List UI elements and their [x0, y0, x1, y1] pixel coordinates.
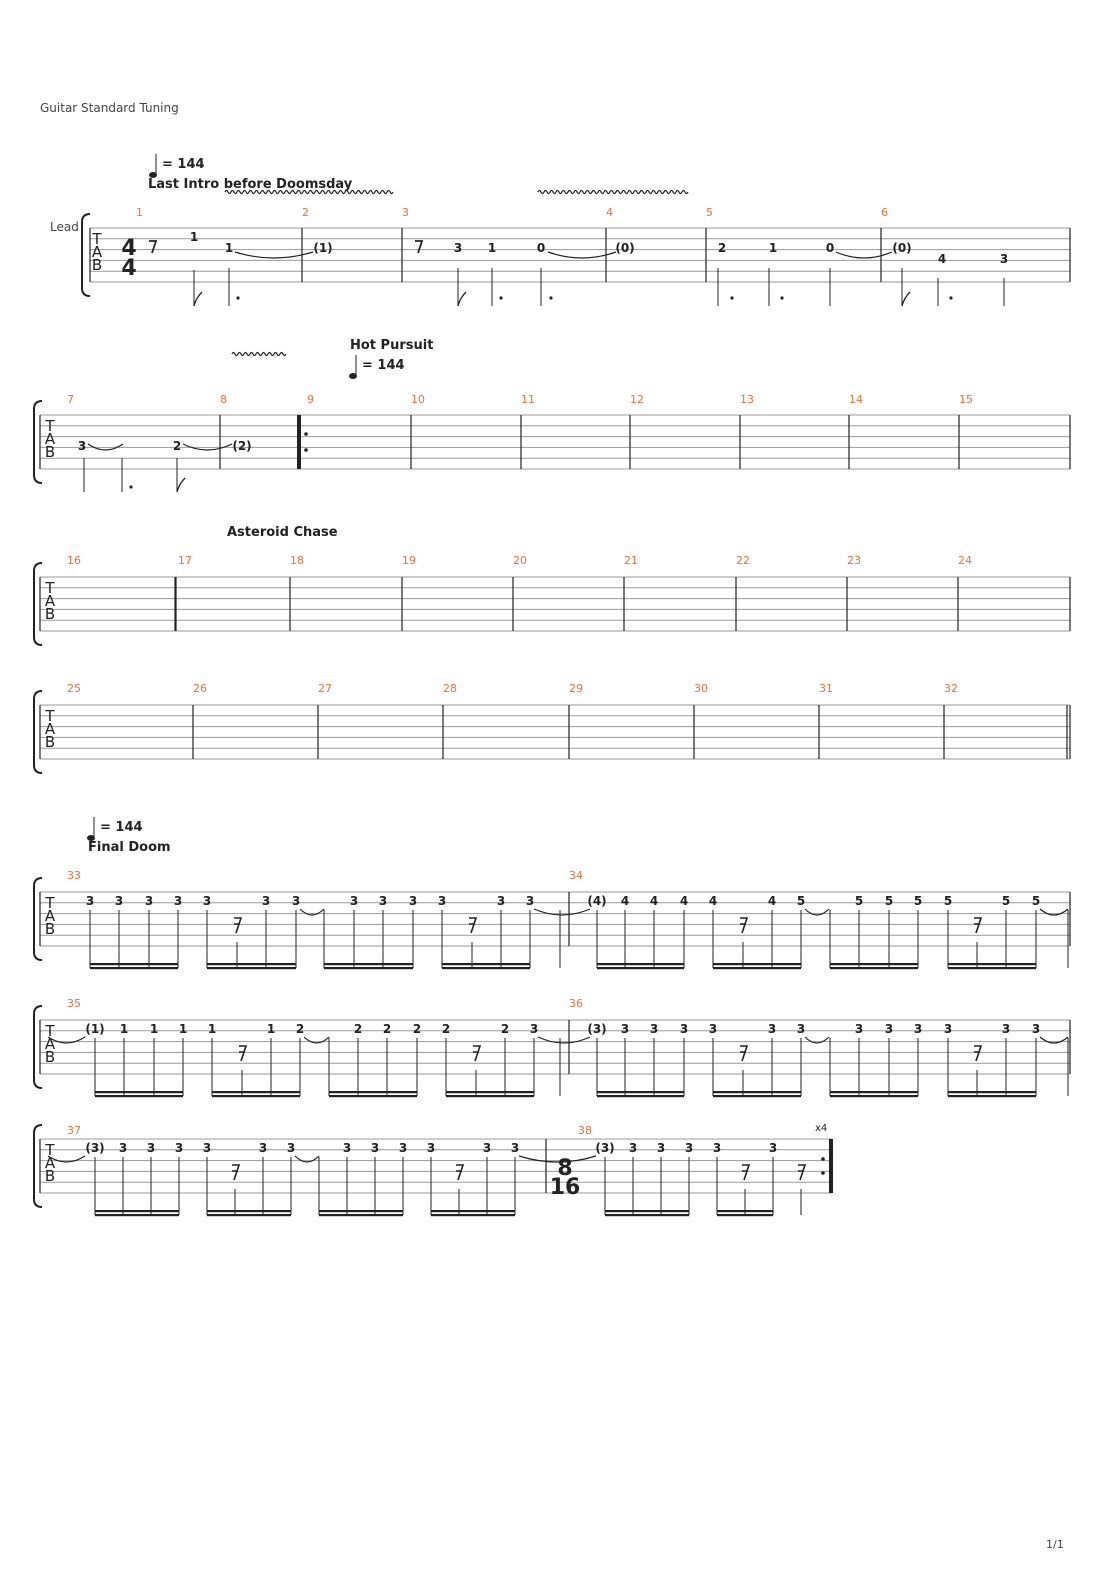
fret-number: 3 — [1001, 1022, 1011, 1036]
fret-number: 3 — [146, 1141, 156, 1155]
measure-number: 27 — [318, 682, 332, 695]
measure-number: 20 — [513, 554, 527, 567]
note-beam — [713, 963, 801, 965]
measure-number: 32 — [944, 682, 958, 695]
time-signature-bottom: 4 — [121, 256, 137, 281]
fret-number: 1 — [224, 241, 234, 255]
fret-number: 3 — [173, 894, 183, 908]
fret-number: 3 — [884, 1022, 894, 1036]
measure-number: 24 — [958, 554, 972, 567]
tied-fret-number: (0) — [615, 241, 635, 255]
fret-number: 4 — [620, 894, 630, 908]
tie-arc — [235, 252, 313, 258]
fret-number: 3 — [854, 1022, 864, 1036]
note-beam — [713, 1095, 801, 1097]
repeat-start-bar — [297, 415, 301, 469]
tied-fret-number: (2) — [232, 439, 252, 453]
fret-number: 3 — [114, 894, 124, 908]
note-beam — [207, 1210, 291, 1212]
measure-number: 14 — [849, 393, 863, 406]
fret-number: 3 — [342, 1141, 352, 1155]
measure-number: 16 — [67, 554, 81, 567]
eighth-rest — [415, 241, 422, 253]
note-beam — [319, 1210, 403, 1212]
repeat-dot — [304, 448, 308, 452]
fret-number: 3 — [258, 1141, 268, 1155]
tab-clef-letter: T — [45, 707, 55, 725]
measure-number: 31 — [819, 682, 833, 695]
tab-clef-letter: A — [44, 1035, 56, 1053]
staff-bracket — [34, 563, 42, 645]
measure-number: 3 — [402, 206, 409, 219]
measure-number: 6 — [881, 206, 888, 219]
note-beam — [605, 1214, 689, 1216]
fret-number: 3 — [712, 1141, 722, 1155]
measure-number: 17 — [178, 554, 192, 567]
measure-number: 12 — [630, 393, 644, 406]
measure-number: 15 — [959, 393, 973, 406]
tied-fret-number: (3) — [587, 1022, 607, 1036]
measure-number: 11 — [521, 393, 535, 406]
note-beam — [95, 1210, 179, 1212]
measure-number: 10 — [411, 393, 425, 406]
note-beam — [207, 963, 296, 965]
eighth-flag — [177, 478, 185, 492]
eighth-flag — [194, 292, 202, 306]
fret-number: 4 — [679, 894, 689, 908]
measure-number: 21 — [624, 554, 638, 567]
tempo-marking: = 144 — [100, 820, 143, 835]
fret-number: 3 — [398, 1141, 408, 1155]
tempo-marking: = 144 — [162, 157, 205, 172]
measure-number: 22 — [736, 554, 750, 567]
sixteenth-rest — [740, 1046, 747, 1061]
note-beam — [597, 967, 684, 969]
fret-number: 4 — [649, 894, 659, 908]
note-beam — [442, 963, 530, 965]
fret-number: 3 — [679, 1022, 689, 1036]
note-beam — [319, 1214, 403, 1216]
tab-clef-letter: T — [92, 230, 102, 248]
measure-number: 7 — [67, 393, 74, 406]
sixteenth-rest — [232, 1165, 239, 1180]
section-name: Asteroid Chase — [227, 525, 338, 540]
fret-number: 3 — [453, 241, 463, 255]
tab-clef-letter: B — [44, 920, 56, 938]
tab-clef-letter: B — [44, 443, 56, 461]
measure-number: 35 — [67, 997, 81, 1010]
eighth-flag — [458, 292, 466, 306]
note-beam — [597, 1095, 684, 1097]
note-beam — [207, 1214, 291, 1216]
measure-number: 26 — [193, 682, 207, 695]
sixteenth-rest — [239, 1046, 246, 1061]
fret-number: 3 — [144, 894, 154, 908]
fret-number: 1 — [266, 1022, 276, 1036]
tied-fret-number: (1) — [85, 1022, 105, 1036]
fret-number: 1 — [189, 230, 199, 244]
staff-bracket — [82, 214, 90, 296]
fret-number: 3 — [426, 1141, 436, 1155]
tempo-marking: = 144 — [362, 358, 405, 373]
tab-clef-letter: T — [45, 417, 55, 435]
tab-clef-letter: T — [45, 1141, 55, 1159]
eighth-flag — [902, 292, 910, 306]
note-beam — [605, 1210, 689, 1212]
fret-number: 3 — [913, 1022, 923, 1036]
sixteenth-rest — [974, 1046, 981, 1061]
fret-number: 3 — [768, 1141, 778, 1155]
repeat-dot — [821, 1157, 825, 1161]
eighth-rest — [149, 241, 156, 253]
fret-number: 3 — [85, 894, 95, 908]
vibrato-mark — [538, 191, 688, 194]
tab-clef-letter: A — [44, 720, 56, 738]
fret-number: 4 — [767, 894, 777, 908]
fret-number: 3 — [437, 894, 447, 908]
fret-number: 3 — [202, 894, 212, 908]
time-signature-top: 8 — [557, 1156, 573, 1181]
measure-number: 13 — [740, 393, 754, 406]
measure-number: 23 — [847, 554, 861, 567]
vibrato-mark — [232, 353, 286, 356]
staff-bracket — [34, 401, 42, 483]
sixteenth-rest — [234, 918, 241, 933]
fret-number: 2 — [500, 1022, 510, 1036]
measure-number: 19 — [402, 554, 416, 567]
repeat-count: x4 — [815, 1123, 828, 1134]
fret-number: 2 — [172, 439, 182, 453]
tab-clef-letter: B — [44, 1167, 56, 1185]
measure-number: 8 — [220, 393, 227, 406]
fret-number: 1 — [119, 1022, 129, 1036]
measure-number: 38 — [578, 1124, 592, 1137]
measure-number: 5 — [706, 206, 713, 219]
fret-number: 3 — [174, 1141, 184, 1155]
tied-fret-number: (1) — [313, 241, 333, 255]
sixteenth-rest — [473, 1046, 480, 1061]
fret-number: 0 — [825, 241, 835, 255]
measure-number: 2 — [302, 206, 309, 219]
repeat-end-bar — [829, 1139, 833, 1193]
note-beam — [713, 1091, 801, 1093]
fret-number: 3 — [943, 1022, 953, 1036]
note-beam — [324, 967, 413, 969]
fret-number: 3 — [529, 1022, 539, 1036]
note-beam — [95, 1095, 183, 1097]
fret-number: 3 — [408, 894, 418, 908]
fret-number: 3 — [291, 894, 301, 908]
page-number: 1/1 — [1046, 1538, 1064, 1551]
fret-number: 3 — [620, 1022, 630, 1036]
note-beam — [212, 1091, 300, 1093]
dotted-rhythm — [780, 296, 783, 299]
fret-number: 3 — [525, 894, 535, 908]
fret-number: 3 — [708, 1022, 718, 1036]
fret-number: 3 — [628, 1141, 638, 1155]
vibrato-mark — [225, 191, 393, 194]
fret-number: 2 — [295, 1022, 305, 1036]
fret-number: 1 — [207, 1022, 217, 1036]
fret-number: 1 — [487, 241, 497, 255]
fret-number: 3 — [656, 1141, 666, 1155]
staff-bracket — [34, 1006, 42, 1088]
fret-number: 3 — [510, 1141, 520, 1155]
note-beam — [948, 963, 1036, 965]
measure-number: 4 — [606, 206, 613, 219]
measure-number: 18 — [290, 554, 304, 567]
tied-fret-number: (0) — [892, 241, 912, 255]
tab-clef-letter: T — [45, 579, 55, 597]
fret-number: 5 — [1001, 894, 1011, 908]
dotted-rhythm — [549, 296, 552, 299]
tab-clef-letter: A — [44, 430, 56, 448]
tied-fret-number: (3) — [595, 1141, 615, 1155]
fret-number: 4 — [708, 894, 718, 908]
measure-number: 36 — [569, 997, 583, 1010]
sixteenth-rest — [740, 918, 747, 933]
section-name: Last Intro before Doomsday — [148, 177, 353, 192]
fret-number: 1 — [768, 241, 778, 255]
fret-number: 3 — [261, 894, 271, 908]
measure-number: 34 — [569, 869, 583, 882]
staff-bracket — [34, 1125, 42, 1207]
note-beam — [446, 1091, 534, 1093]
note-beam — [90, 967, 178, 969]
tab-clef-letter: B — [44, 733, 56, 751]
sixteenth-rest — [974, 918, 981, 933]
tab-clef-letter: A — [44, 1154, 56, 1172]
note-beam — [446, 1095, 534, 1097]
sixteenth-rest — [798, 1165, 805, 1180]
note-beam — [431, 1214, 515, 1216]
tab-clef-letter: B — [44, 1048, 56, 1066]
dotted-rhythm — [949, 296, 952, 299]
tab-clef-letter: T — [45, 1022, 55, 1040]
repeat-dot — [821, 1171, 825, 1175]
measure-number: 33 — [67, 869, 81, 882]
tab-clef-letter: B — [44, 605, 56, 623]
staff-bracket — [34, 878, 42, 960]
note-beam — [329, 1091, 417, 1093]
fret-number: 3 — [370, 1141, 380, 1155]
time-signature-bottom: 16 — [549, 1175, 581, 1200]
note-beam — [95, 1091, 183, 1093]
note-beam — [90, 963, 178, 965]
track-label: Lead — [50, 220, 79, 234]
measure-number: 30 — [694, 682, 708, 695]
measure-number: 37 — [67, 1124, 81, 1137]
note-beam — [95, 1214, 179, 1216]
fret-number: 5 — [854, 894, 864, 908]
fret-number: 2 — [353, 1022, 363, 1036]
note-beam — [597, 1091, 684, 1093]
note-beam — [212, 1095, 300, 1097]
fret-number: 1 — [178, 1022, 188, 1036]
fret-number: 5 — [884, 894, 894, 908]
section-name: Final Doom — [88, 840, 171, 855]
fret-number: 3 — [767, 1022, 777, 1036]
note-beam — [830, 1091, 918, 1093]
fret-number: 3 — [796, 1022, 806, 1036]
measure-number: 1 — [136, 206, 143, 219]
sixteenth-rest — [742, 1165, 749, 1180]
note-beam — [948, 1095, 1036, 1097]
tuning-label: Guitar Standard Tuning — [40, 101, 179, 115]
tie-arc — [836, 252, 892, 258]
fret-number: 3 — [202, 1141, 212, 1155]
note-beam — [713, 967, 801, 969]
fret-number: 5 — [913, 894, 923, 908]
note-beam — [329, 1095, 417, 1097]
dotted-rhythm — [236, 296, 239, 299]
measure-number: 9 — [307, 393, 314, 406]
fret-number: 3 — [378, 894, 388, 908]
section-name: Hot Pursuit — [350, 338, 434, 353]
tempo-note-head — [349, 373, 357, 379]
fret-number: 0 — [536, 241, 546, 255]
note-beam — [830, 967, 918, 969]
tab-clef-letter: A — [91, 243, 103, 261]
note-beam — [830, 1095, 918, 1097]
sixteenth-rest — [469, 918, 476, 933]
dotted-rhythm — [129, 485, 132, 488]
fret-number: 3 — [1031, 1022, 1041, 1036]
tab-clef-letter: B — [91, 256, 103, 274]
staff-bracket — [34, 691, 42, 773]
time-signature-top: 4 — [121, 236, 137, 261]
fret-number: 4 — [937, 252, 947, 266]
fret-number: 2 — [382, 1022, 392, 1036]
fret-number: 3 — [482, 1141, 492, 1155]
note-beam — [207, 967, 296, 969]
tied-fret-number: (3) — [85, 1141, 105, 1155]
dotted-rhythm — [730, 296, 733, 299]
fret-number: 2 — [717, 241, 727, 255]
sixteenth-rest — [456, 1165, 463, 1180]
fret-number: 5 — [796, 894, 806, 908]
note-beam — [717, 1210, 773, 1212]
fret-number: 3 — [349, 894, 359, 908]
note-beam — [717, 1214, 773, 1216]
fret-number: 3 — [77, 439, 87, 453]
fret-number: 3 — [286, 1141, 296, 1155]
measure-number: 28 — [443, 682, 457, 695]
tab-clef-letter: T — [45, 894, 55, 912]
note-beam — [431, 1210, 515, 1212]
fret-number: 2 — [441, 1022, 451, 1036]
fret-number: 5 — [943, 894, 953, 908]
note-beam — [948, 1091, 1036, 1093]
fret-number: 3 — [118, 1141, 128, 1155]
note-beam — [830, 963, 918, 965]
measure-number: 29 — [569, 682, 583, 695]
measure-number: 25 — [67, 682, 81, 695]
note-beam — [597, 963, 684, 965]
repeat-dot — [304, 432, 308, 436]
fret-number: 3 — [496, 894, 506, 908]
dotted-rhythm — [499, 296, 502, 299]
tab-clef-letter: A — [44, 592, 56, 610]
note-beam — [324, 963, 413, 965]
fret-number: 2 — [412, 1022, 422, 1036]
note-beam — [442, 967, 530, 969]
note-beam — [948, 967, 1036, 969]
fret-number: 5 — [1031, 894, 1041, 908]
fret-number: 3 — [684, 1141, 694, 1155]
fret-number: 1 — [149, 1022, 159, 1036]
fret-number: 3 — [999, 252, 1009, 266]
tab-clef-letter: A — [44, 907, 56, 925]
fret-number: 3 — [649, 1022, 659, 1036]
tied-fret-number: (4) — [587, 894, 607, 908]
